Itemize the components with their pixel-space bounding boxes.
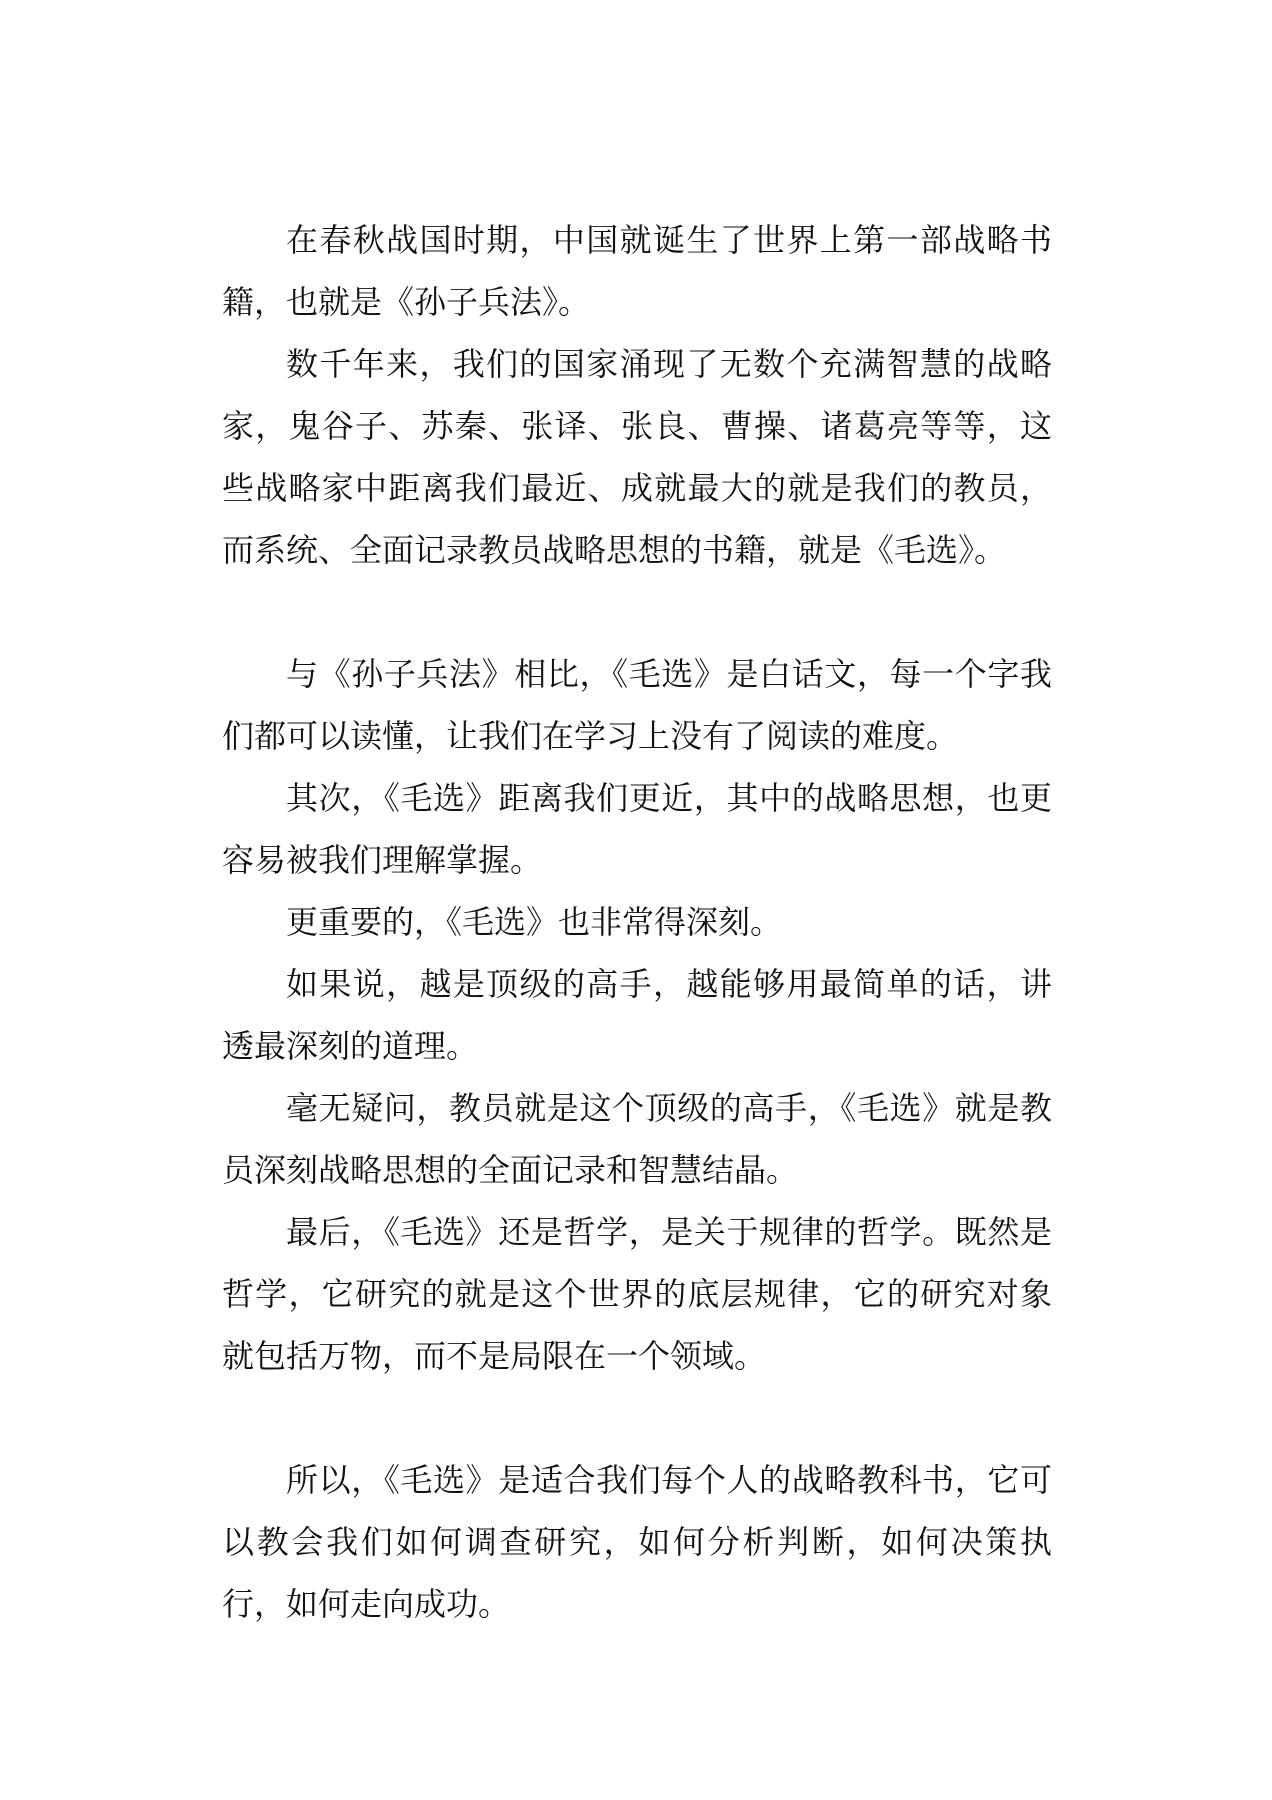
document-body: [222, 209, 1052, 1635]
paragraph-philosophy: 最后，《毛选》还是哲学，是关于规律的哲学。既然是哲学，它研究的就是这个世界的底层规律，它的研究对象就包括万物，而不是局限在一个领域。: [222, 1213, 1052, 1375]
paragraph-gap: [222, 581, 1052, 643]
paragraph-gap: [222, 1387, 1052, 1449]
paragraph-closer: 其次，《毛选》距离我们更近，其中的战略思想，也更容易被我们理解掌握。: [222, 779, 1052, 879]
paragraph-top-expert: 如果说，越是顶级的高手，越能够用最简单的话，讲透最深刻的道理。: [222, 965, 1052, 1065]
paragraph-no-doubt: 毫无疑问，教员就是这个顶级的高手，《毛选》就是教员深刻战略思想的全面记录和智慧结晶。: [222, 1089, 1052, 1189]
paragraph-vernacular: 与《孙子兵法》相比，《毛选》是白话文，每一个字我们都可以读懂，让我们在学习上没有了阅读的难度。: [222, 655, 1052, 755]
paragraph-sunzi-origin: 在春秋战国时期，中国就诞生了世界上第一部战略书籍，也就是《孙子兵法》。: [222, 221, 1052, 321]
paragraph-profound: 更重要的，《毛选》也非常得深刻。: [286, 903, 783, 941]
paragraph-conclusion: 所以，《毛选》是适合我们每个人的战略教科书，它可以教会我们如何调查研究，如何分析判断，如何决策执行，如何走向成功。: [222, 1461, 1052, 1623]
paragraph-strategists: 数千年来，我们的国家涌现了无数个充满智慧的战略家，鬼谷子、苏秦、张译、张良、曹操、诸葛亮等等，这些战略家中距离我们最近、成就最大的就是我们的教员，而系统、全面记录教员战略思想的书籍，就是《毛选》。: [222, 345, 1052, 569]
